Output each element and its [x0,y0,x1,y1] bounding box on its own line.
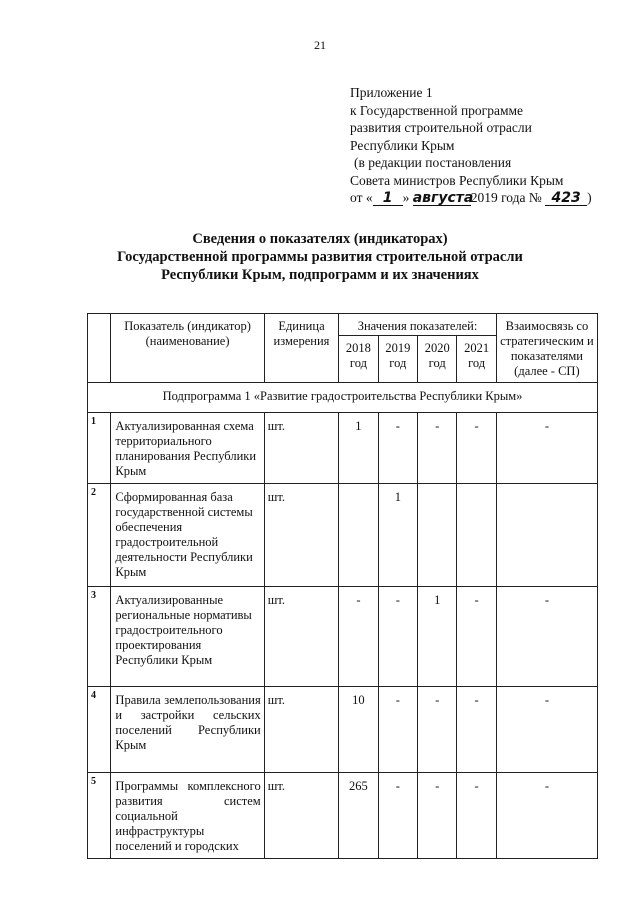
row-sp: - [496,773,597,859]
row-value-2018 [339,484,378,587]
row-name: Актуализированные региональные нормативы градостроительного проектирования Республики Крым [111,587,264,687]
from-prefix: от « [350,190,373,205]
row-sp: - [496,587,597,687]
header-num [88,314,111,383]
appendix-line: (в редакции постановления [354,155,512,170]
handwritten-number: 423 [545,191,587,206]
row-name: Программы комплексного развития систем социальной инфраструктуры поселений и городских [111,773,264,859]
row-num: 3 [88,587,111,687]
header-year: 2021 год [457,336,496,383]
row-sp: - [496,413,597,484]
row-value-2021 [457,484,496,587]
year-text: 2019 года № [470,190,542,205]
row-sp [496,484,597,587]
indicators-table-wrap [87,313,598,905]
row-value-2021: - [457,413,496,484]
appendix-line: Совета министров Республики Крым [350,172,564,188]
handwritten-month: августа [412,190,474,206]
row-value-2018: - [339,587,378,687]
title-line: Сведения о показателях (индикаторах) [192,231,448,247]
table-row [88,587,598,687]
row-name: Правила землепользования и застройки сельских поселений Республики Крым [111,687,264,773]
appendix-block [350,84,592,207]
row-unit: шт. [264,587,339,687]
row-value-2021: - [457,587,496,687]
row-num: 5 [88,773,111,859]
handwritten-day: 1 [373,191,403,206]
row-value-2021: - [457,687,496,773]
quote-close: » [402,190,410,205]
row-sp: - [496,687,597,773]
appendix-line: развития строительной отрасли [350,120,532,135]
table-row [88,484,598,587]
row-num: 2 [88,484,111,587]
row-value-2018: 10 [339,687,378,773]
row-value-2020 [418,484,457,587]
row-value-2018: 1 [339,413,378,484]
header-year: 2018 год [339,336,378,383]
header-sp: Взаимосвязь со стратегическим и показателями (далее - СП) [496,314,597,383]
row-unit: шт. [264,413,339,484]
row-value-2020: - [418,687,457,773]
document-title [0,230,640,284]
appendix-date-line [350,189,592,207]
row-value-2020: - [418,413,457,484]
appendix-line: Республики Крым [350,137,455,153]
header-year: 2020 год [418,336,457,383]
table-row [88,773,598,859]
row-value-2020: 1 [418,587,457,687]
subprogram-row [88,383,598,413]
header-year: 2019 год [378,336,417,383]
header-unit: Единица измерения [264,314,339,383]
indicators-table [87,313,598,859]
row-value-2019: - [378,587,417,687]
paren-close: ) [587,190,592,205]
row-num: 1 [88,413,111,484]
header-values: Значения показателей: [339,314,497,336]
row-value-2019: 1 [378,484,417,587]
row-unit: шт. [264,484,339,587]
table-row [88,687,598,773]
appendix-line: Приложение 1 [350,85,433,100]
appendix-line: к Государственной программе [350,102,524,118]
row-value-2019: - [378,773,417,859]
page-number: 21 [314,38,326,52]
row-value-2018: 265 [339,773,378,859]
title-line: Республики Крым, подпрограмм и их значениях [161,267,479,283]
row-value-2019: - [378,687,417,773]
row-name: Сформированная база государственной системы обеспечения градостроительной деятельности Республики Крым [111,484,264,587]
table-header-row [88,314,598,336]
subprogram-title: Подпрограмма 1 «Развитие градостроительства Республики Крым» [88,383,598,413]
row-name: Актуализированная схема территориального планирования Республики Крым [111,413,264,484]
table-row [88,413,598,484]
header-name: Показатель (индикатор) (наименование) [111,314,264,383]
row-num: 4 [88,687,111,773]
row-value-2021: - [457,773,496,859]
row-value-2019: - [378,413,417,484]
row-unit: шт. [264,773,339,859]
title-line: Государственной программы развития строительной отрасли [117,249,523,265]
row-value-2020: - [418,773,457,859]
row-unit: шт. [264,687,339,773]
